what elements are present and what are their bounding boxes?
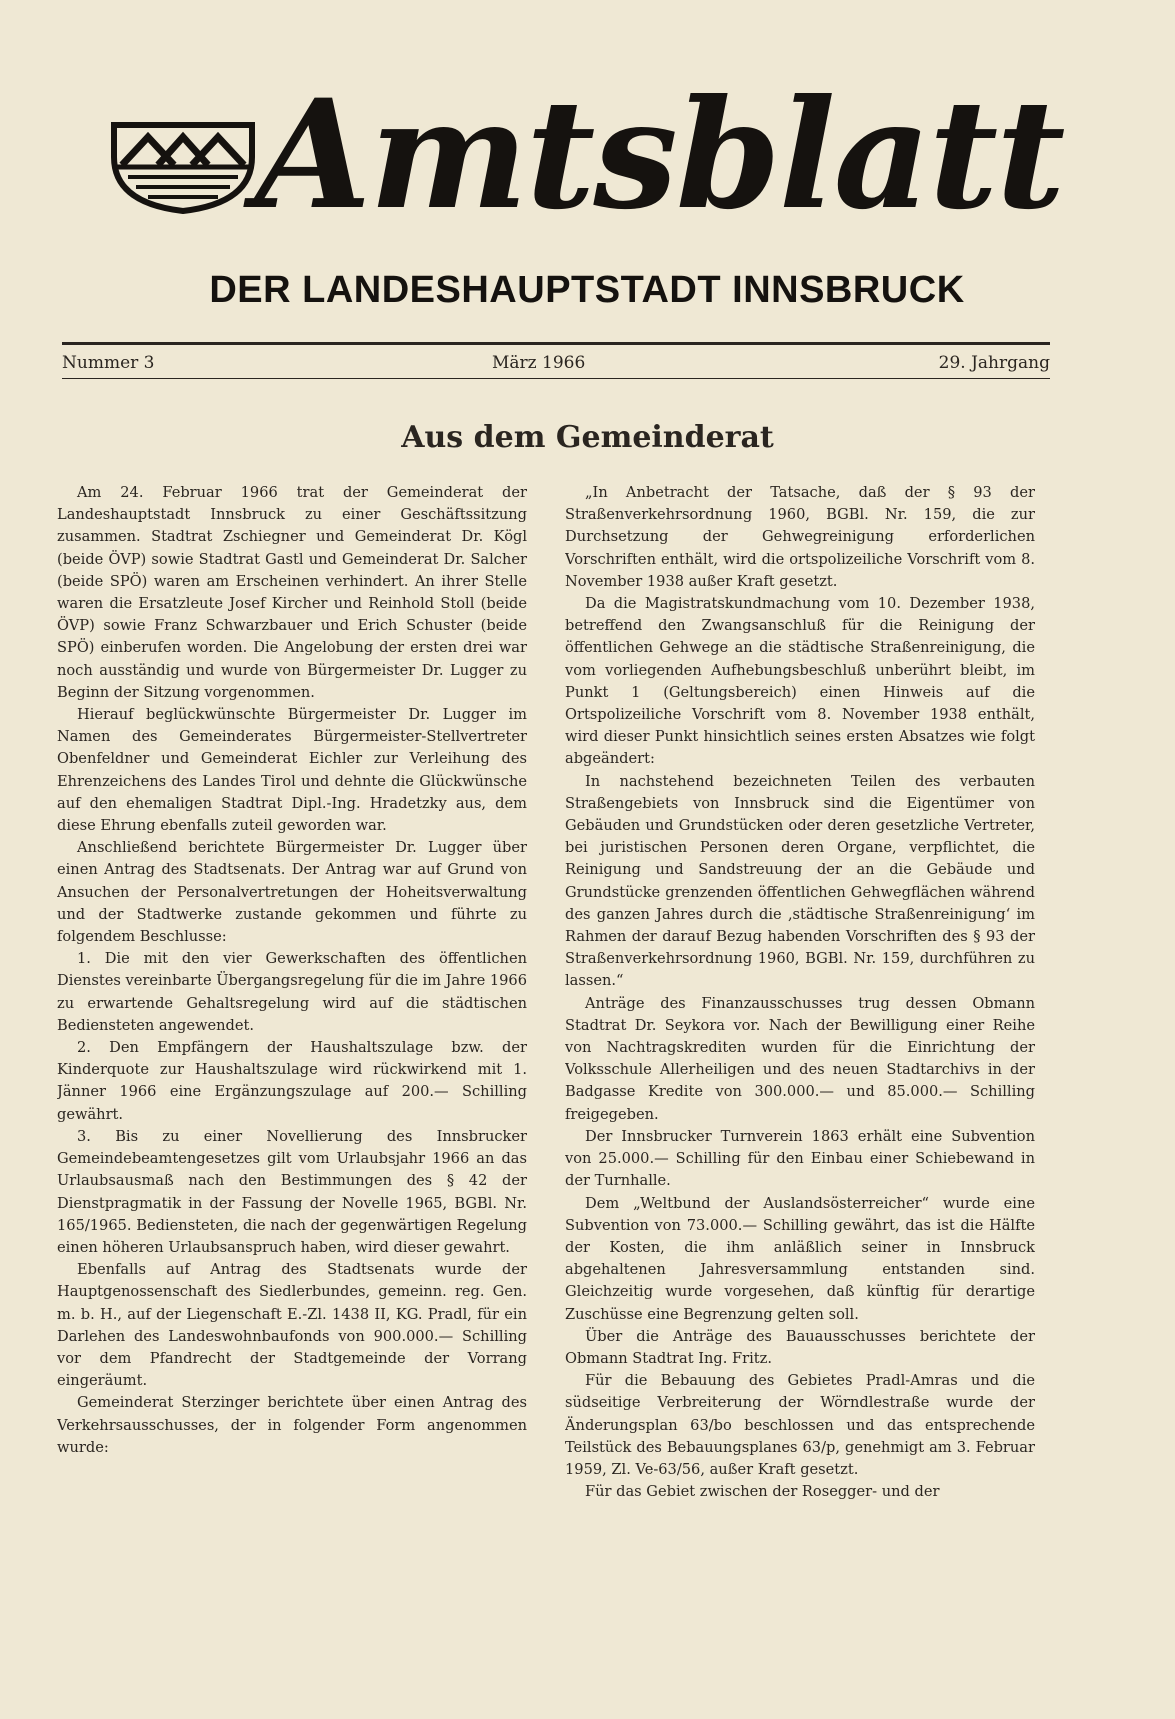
issue-date: März 1966: [492, 353, 586, 373]
masthead-subtitle: DER LANDESHAUPTSTADT INNSBRUCK: [209, 269, 965, 311]
issue-info-row: [62, 350, 1050, 376]
innsbruck-bridge-crest-icon: [108, 115, 258, 215]
issue-number: Nummer 3: [62, 353, 155, 373]
issue-rule: [62, 378, 1050, 379]
paragraph: 1. Die mit den vier Gewerkschaften des öffentlichen Dienstes vereinbarte Übergangsregelung für die im Jahre 1966 zu erwartende Gehaltsregelung wird auf die städtischen Bediensteten angewendet.: [57, 950, 527, 1034]
paragraph: Der Innsbrucker Turnverein 1863 erhält eine Subvention von 25.000.— Schilling für den Einbau einer Schiebewand in der Turnhalle.: [565, 1127, 1035, 1190]
paragraph: Hierauf beglückwünschte Bürgermeister Dr. Lugger im Namen des Gemeinderates Bürgermeister-Stellvertreter Obenfeldner und Gemeinderat Eichler zur Verleihung des Ehrenzeichens des Landes Tirol und dehnte die Glückwünsche auf den ehemaligen Stadtrat Dipl.-Ing. Hradetzky aus, dem diese Ehrung ebenfalls zuteil geworden war.: [57, 706, 527, 835]
paragraph: Für die Bebauung des Gebietes Pradl-Amras und die südseitige Verbreiterung der Wörndlestraße wurde der Änderungsplan 63/bo beschlossen und das entsprechende Teilstück des Bebauungsplanes 63/p, genehmigt am 3. Februar 1959, Zl. Ve-63/56, außer Kraft gesetzt.: [565, 1372, 1035, 1478]
left-column: [57, 482, 527, 1687]
paragraph: Da die Magistratskundmachung vom 10. Dezember 1938, betreffend den Zwangsanschluß für die Reinigung der öffentlichen Gehwege an die städtische Straßenreinigung, die vom vorliegenden Aufhebungsbeschluß unberührt bleibt, im Punkt 1 (Geltungsbereich) einen Hinweis auf die Ortspolizeiliche Vorschrift vom 8. November 1938 enthält, wird dieser Punkt hinsichtlich seines ersten Absatzes wie folgt abgeändert:: [565, 595, 1035, 768]
masthead-title: Amtsblatt: [255, 67, 1064, 243]
article-title: Aus dem Gemeinderat: [401, 420, 774, 455]
masthead-rule: [62, 342, 1050, 345]
issue-volume: 29. Jahrgang: [938, 353, 1050, 373]
paragraph: Ebenfalls auf Antrag des Stadtsenats wurde der Hauptgenossenschaft des Siedlerbundes, gemeinn. reg. Gen. m. b. H., auf der Liegenschaft E.-Zl. 1438 II, KG. Pradl, für ein Darlehen des Landeswohnbaufonds von 900.000.— Schilling vor dem Pfandrecht der Stadtgemeinde der Vorrang eingeräumt.: [57, 1261, 527, 1390]
paragraph: 3. Bis zu einer Novellierung des Innsbrucker Gemeindebeamtengesetzes gilt vom Urlaubsjahr 1966 an das Urlaubsausmaß nach den Bestimmungen des § 42 der Dienstpragmatik in der Fassung der Novelle 1965, BGBl. Nr. 165/1965. Bediensteten, die nach der gegenwärtigen Regelung einen höheren Urlaubsanspruch haben, wird dieser gewahrt.: [57, 1127, 527, 1256]
paragraph: „In Anbetracht der Tatsache, daß der § 93 der Straßenverkehrsordnung 1960, BGBl. Nr. 159, die zur Durchsetzung der Gehwegreinigung erforderlichen Vorschriften enthält, wird die ortspolizeiliche Vorschrift vom 8. November 1938 außer Kraft gesetzt.: [565, 484, 1035, 590]
paragraph: 2. Den Empfängern der Haushaltszulage bzw. der Kinderquote zur Haushaltszulage wird rückwirkend mit 1. Jänner 1966 eine Ergänzungszulage auf 200.— Schilling gewährt.: [57, 1039, 527, 1123]
paragraph: Gemeinderat Sterzinger berichtete über einen Antrag des Verkehrsausschusses, der in folgender Form angenommen wurde:: [57, 1394, 527, 1456]
paragraph: Für das Gebiet zwischen der Rosegger- und der: [585, 1483, 940, 1501]
paragraph: In nachstehend bezeichneten Teilen des verbauten Straßengebiets von Innsbruck sind die Eigentümer von Gebäuden und Grundstücken oder deren gesetzliche Vertreter, bei juristischen Personen deren Organe, verpflichtet, die Reinigung und Sandstreuung der an die Gebäude und Grundstücke grenzenden öffentlichen Gehwegflächen während des ganzen Jahres durch die ‚städtische Straßenreinigung‘ im Rahmen der darauf Bezug habenden Vorschriften des § 93 der Straßenverkehrsordnung 1960, BGBl. Nr. 159, durchführen zu lassen.“: [565, 772, 1035, 990]
right-column: [565, 482, 1035, 1687]
paragraph: Über die Anträge des Bauausschusses berichtete der Obmann Stadtrat Ing. Fritz.: [565, 1327, 1035, 1367]
paragraph: Am 24. Februar 1966 trat der Gemeinderat der Landeshauptstadt Innsbruck zu einer Geschäftssitzung zusammen. Stadtrat Zschiegner und Gemeinderat Dr. Kögl (beide ÖVP) sowie Stadtrat Gastl und Gemeinderat Dr. Salcher (beide SPÖ) waren am Erscheinen verhindert. An ihrer Stelle waren die Ersatzleute Josef Kircher und Reinhold Stoll (beide ÖVP) sowie Franz Schwarzbauer und Erich Schuster (beide SPÖ) einberufen worden. Die Angelobung der ersten drei war noch ausständig und wurde von Bürgermeister Dr. Lugger zu Beginn der Sitzung vorgenommen.: [57, 484, 527, 701]
paragraph: Anschließend berichtete Bürgermeister Dr. Lugger über einen Antrag des Stadtsenats. Der Antrag war auf Grund von Ansuchen der Personalvertretungen der Hoheitsverwaltung und der Stadtwerke zustande gekommen und führte zu folgendem Beschlusse:: [57, 839, 527, 946]
paragraph: Dem „Weltbund der Auslandsösterreicher“ wurde eine Subvention von 73.000.— Schilling gewährt, das ist die Hälfte der Kosten, die ihm anläßlich seiner in Innsbruck abgehaltenen Jahresversammlung entstanden sind. Gleichzeitig wurde vorgesehen, daß künftig für derartige Zuschüsse eine Begrenzung gelten soll.: [565, 1194, 1035, 1323]
paragraph: Anträge des Finanzausschusses trug dessen Obmann Stadtrat Dr. Seykora vor. Nach der Bewilligung einer Reihe von Nachtragskrediten wurden für die Einrichtung der Volksschule Allerheiligen und des neuen Stadtarchivs in der Badgasse Kredite von 300.000.— und 85.000.— Schilling freigegeben.: [565, 994, 1035, 1123]
